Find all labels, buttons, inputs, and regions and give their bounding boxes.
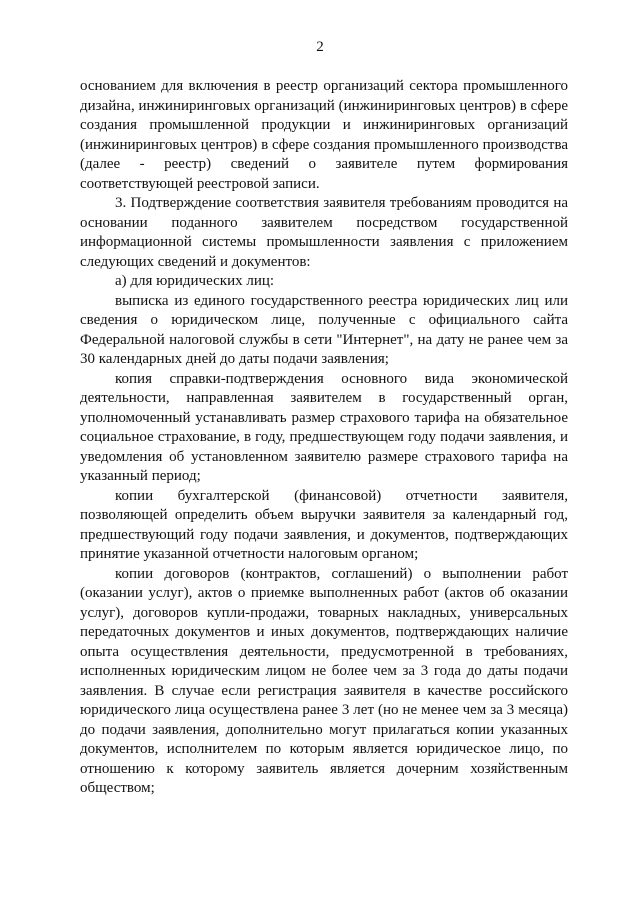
paragraph-item-3: 3. Подтверждение соответствия заявителя требованиям проводится на основании поданного заявителем посредством государственной информационной системы промышленности заявления с приложением следующих сведений и документов: (80, 195, 568, 270)
paragraph-egrul-extract: выписка из единого государственного реестра юридических лиц или сведения о юридическом лице, полученные с официального сайта Федеральной налоговой службы в сети "Интернет", на дату не ранее чем за 30 календарных дней до даты подачи заявления; (80, 292, 568, 367)
paragraph-subitem-a: а) для юридических лиц: (115, 273, 275, 289)
paragraph-continuation: основанием для включения в реестр организаций сектора промышленного дизайна, инжиниринговых организаций (инжиниринговых центров) в сфере создания промышленной продукции и инжиниринговых организаций (инжиниринговых центров) в сфере создания промышленного производства (далее - реестр) сведений о заявителе путем формирования соответствующей реестровой записи. (80, 78, 568, 192)
paragraph-contracts: копии договоров (контрактов, соглашений) о выполнении работ (оказании услуг), актов о приемке выполненных работ (актов об оказании услуг), договоров купли-продажи, товарных накладных, универсальных передаточных документов и иных документов, подтверждающих наличие опыта осуществления деятельности, предусмотренной в требованиях, исполненных юридическим лицом не более чем за 3 года до даты подачи заявления. В случае если регистрация заявителя в качестве российского юридического лица осуществлена ранее 3 лет (но не менее чем за 3 месяца) до подачи заявления, дополнительно могут прилагаться копии указанных документов, исполнителем по которым является юридическое лицо, по отношению к которому заявитель является дочерним хозяйственным обществом; (80, 565, 568, 796)
paragraph-financial-statements: копии бухгалтерской (финансовой) отчетности заявителя, позволяющей определить объем выручки заявителя за календарный год, предшествующий году подачи заявления, и документов, подтверждающих принятие указанной отчетности налоговым органом; (80, 487, 568, 562)
paragraph-activity-certificate: копия справки-подтверждения основного вида экономической деятельности, направленная заявителем в государственный орган, уполномоченный устанавливать размер страхового тарифа на обязательное социальное страхование, в году, предшествующем году подачи заявления, и уведомления об установленном заявителю размере страхового тарифа на указанный период; (80, 370, 568, 484)
document-body (80, 77, 568, 799)
page-number: 2 (316, 39, 324, 55)
